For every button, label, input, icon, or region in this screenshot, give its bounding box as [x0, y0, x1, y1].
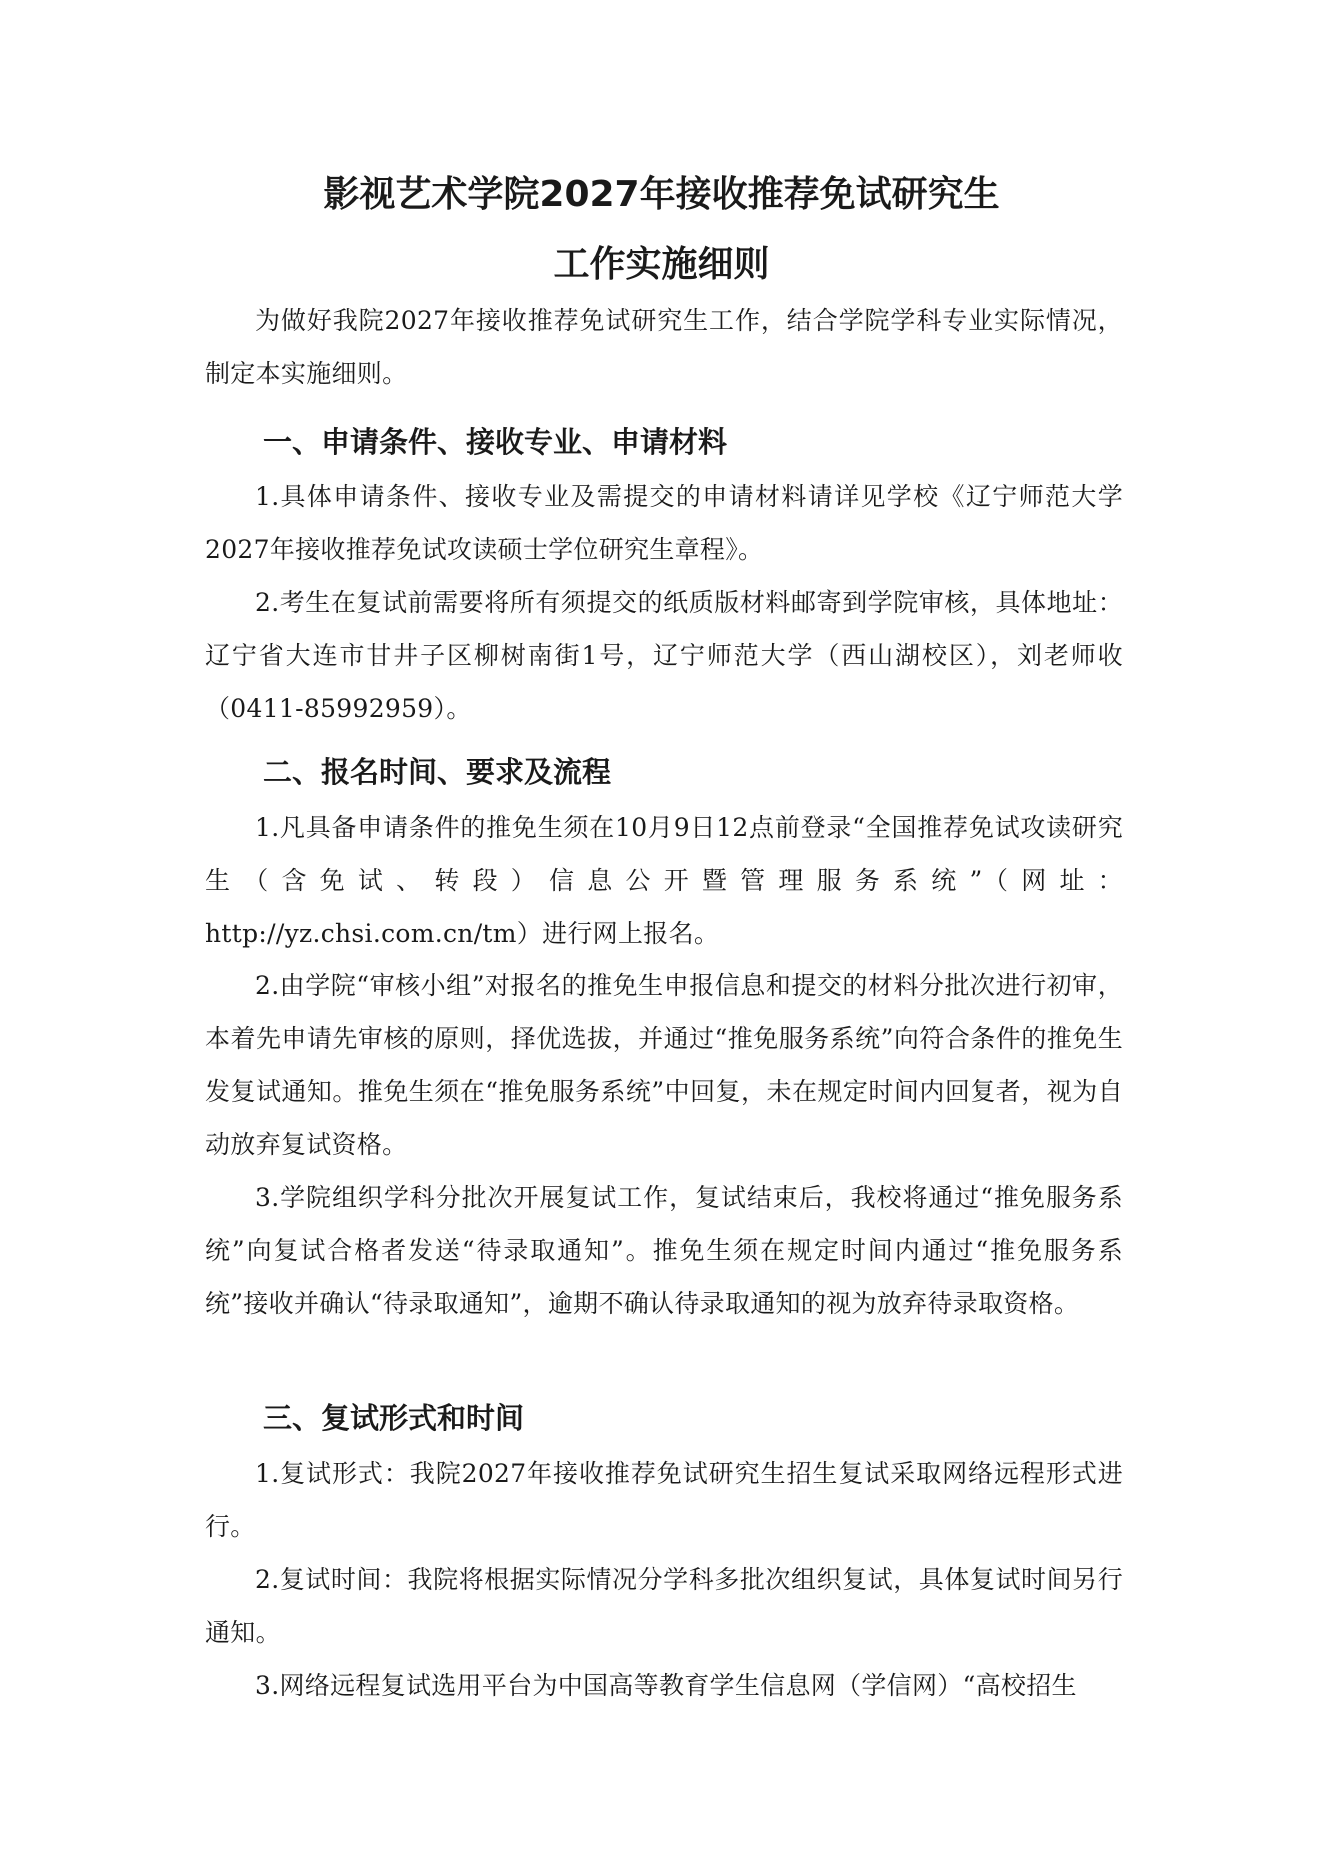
section-2-heading: 二、报名时间、要求及流程 [263, 755, 612, 789]
intro-paragraph: 为做好我院2027年接收推荐免试研究生工作，结合学院学科专业实际情况，制定本实施细则。 [205, 306, 1123, 388]
section-2-paragraph-2: 2.由学院“审核小组”对报名的推免生申报信息和提交的材料分批次进行初审，本着先申请先审核的原则，择优选拔，并通过“推免服务系统”向符合条件的推免生发复试通知。推免生须在“推免服务系统”中回复，未在规定时间内回复者，视为自动放弃复试资格。 [205, 971, 1123, 1159]
section-1-heading: 一、申请条件、接收专业、申请材料 [263, 425, 728, 459]
section-3-heading: 三、复试形式和时间 [263, 1401, 525, 1435]
section-2-paragraph-3: 3.学院组织学科分批次开展复试工作，复试结束后，我校将通过“推免服务系统”向复试合格者发送“待录取通知”。推免生须在规定时间内通过“推免服务系统”接收并确认“待录取通知”，逾期不确认待录取通知的视为放弃待录取资格。 [205, 1183, 1123, 1318]
section-1-paragraph-1: 1.具体申请条件、接收专业及需提交的申请材料请详见学校《辽宁师范大学2027年接收推荐免试攻读硕士学位研究生章程》。 [205, 482, 1123, 564]
section-3-paragraph-1: 1.复试形式：我院2027年接收推荐免试研究生招生复试采取网络远程形式进行。 [205, 1459, 1123, 1541]
section-3-paragraph-2: 2.复试时间：我院将根据实际情况分学科多批次组织复试，具体复试时间另行通知。 [205, 1565, 1123, 1647]
document-title-line2: 工作实施细则 [553, 244, 770, 285]
document-title-line1: 影视艺术学院2027年接收推荐免试研究生 [323, 174, 1000, 215]
section-3-paragraph-3: 3.网络远程复试选用平台为中国高等教育学生信息网（学信网）“高校招生 [255, 1671, 1077, 1700]
section-2-paragraph-1: 1.凡具备申请条件的推免生须在10月9日12点前登录“全国推荐免试攻读研究生（含免试、转段）信息公开暨管理服务系统”（网址：http://yz.chsi.com.cn/tm）进行网上报名。 [205, 813, 1123, 948]
section-1-paragraph-2: 2.考生在复试前需要将所有须提交的纸质版材料邮寄到学院审核，具体地址：辽宁省大连市甘井子区柳树南街1号，辽宁师范大学（西山湖校区），刘老师收（0411-85992959）。 [205, 588, 1123, 723]
